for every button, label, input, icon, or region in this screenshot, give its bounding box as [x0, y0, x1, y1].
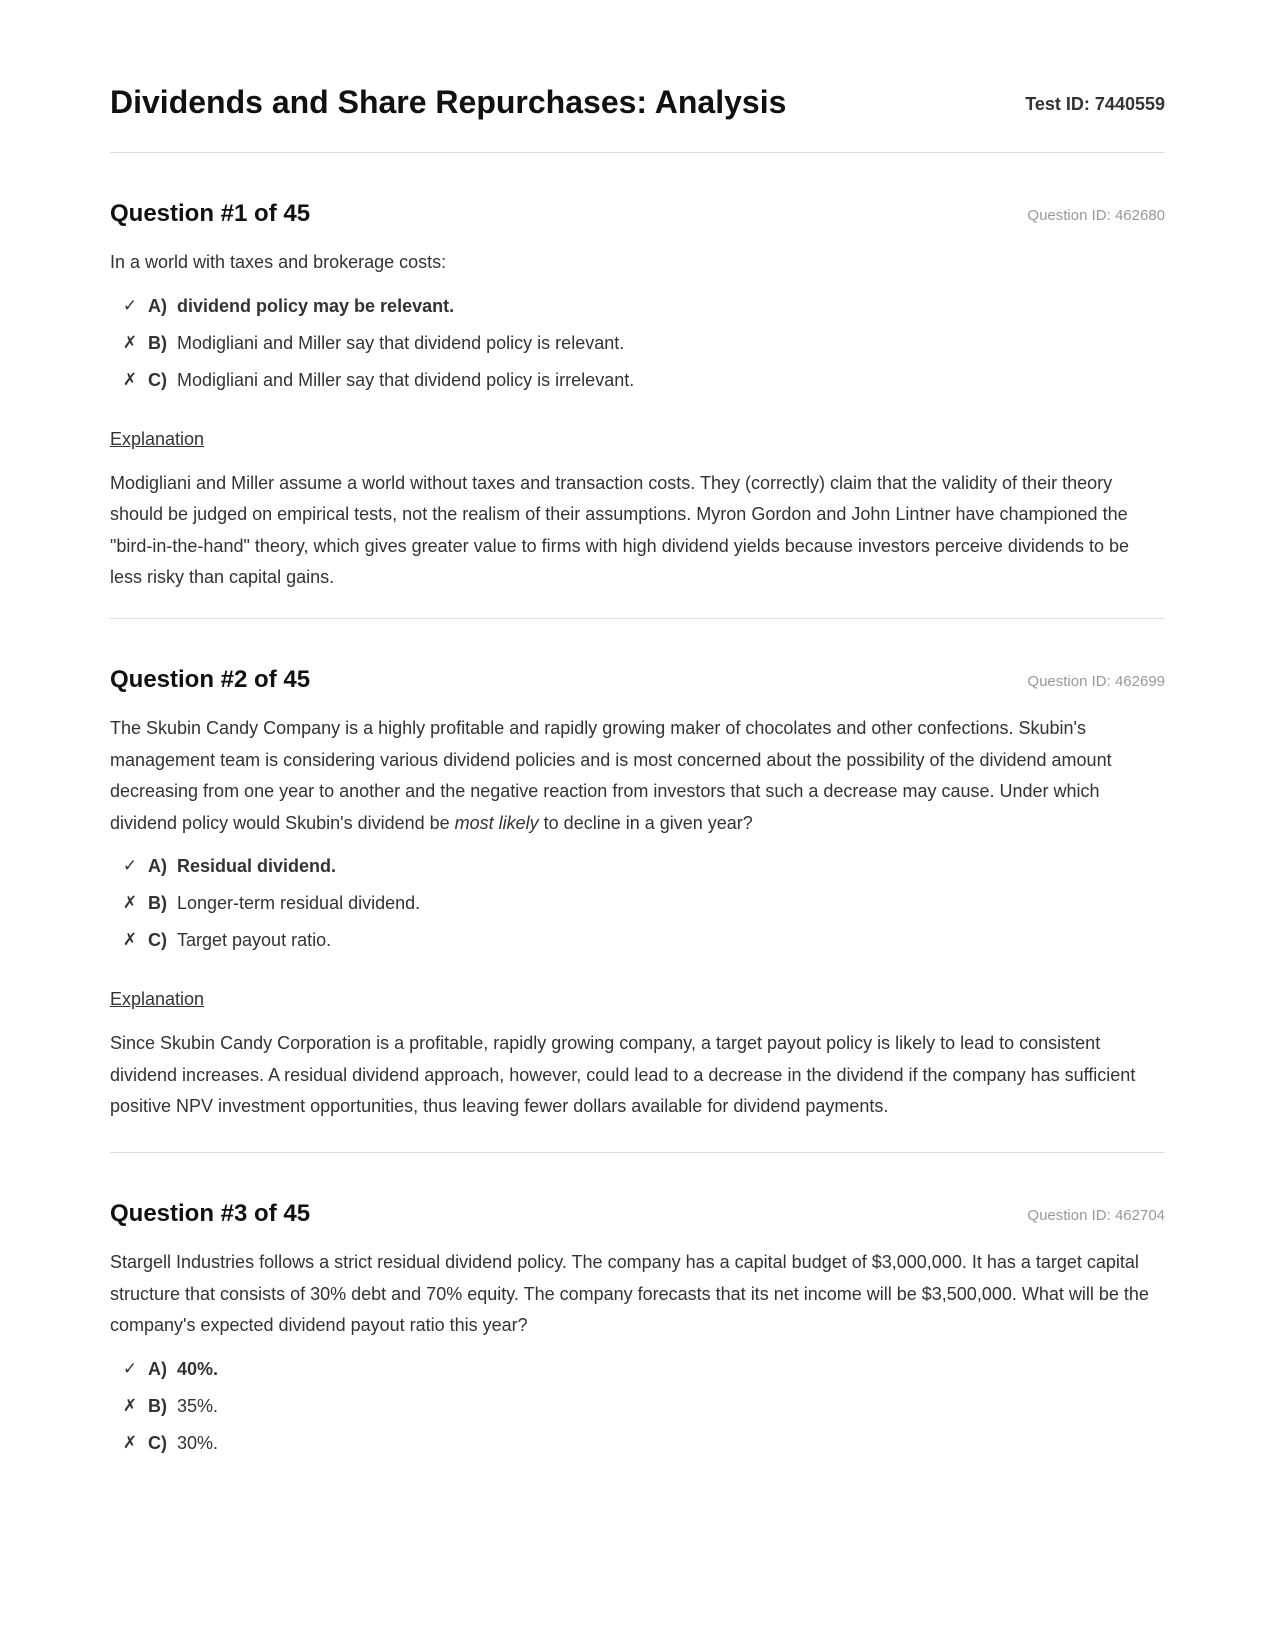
- check-icon: ✓: [122, 1358, 138, 1379]
- question-heading: Question #2 of 45: [110, 666, 311, 693]
- cross-icon: ✗: [122, 1395, 138, 1416]
- question-2: [110, 619, 1165, 1153]
- choice-text: Longer-term residual dividend.: [177, 893, 421, 913]
- question-1: [110, 153, 1165, 619]
- check-icon: ✓: [122, 295, 138, 316]
- question-id: Question ID: 462704: [1027, 1207, 1165, 1224]
- choice-letter: A): [148, 1358, 167, 1379]
- explanation-text: Modigliani and Miller assume a world without taxes and transaction costs. They (correctly) claim that the validity of their theory should be judged on empirical tests, not the realism of their assumptions. Myron Gordon and John Lintner have championed the "bird-in-the-hand" theory, which gives greater value to firms with high dividend yields because investors perceive dividends to be less risky than capital gains.: [110, 472, 1129, 587]
- question-3: [110, 1153, 1165, 1462]
- answer-choice-a: [110, 288, 1165, 325]
- question-stem: Stargell Industries follows a strict residual dividend policy. The company has a capital budget of $3,000,000. It has a target capital structure that consists of 30% debt and 70% equity. The company forecasts that its net income will be $3,500,000. What will be the company's expected dividend payout ratio this year?: [110, 1252, 1149, 1335]
- answer-choices: [110, 848, 1165, 959]
- document-title: Dividends and Share Repurchases: Analysis: [110, 84, 787, 120]
- answer-choice-c: [110, 1425, 1165, 1462]
- question-header: [110, 666, 1165, 706]
- question-stem: [110, 713, 1165, 839]
- choice-letter: C): [148, 930, 167, 950]
- choice-letter: A): [148, 295, 167, 316]
- choice-text: 40%.: [177, 1358, 219, 1379]
- question-heading: Question #1 of 45: [110, 200, 311, 227]
- explanation-label: Explanation: [110, 428, 205, 449]
- choice-text: dividend policy may be relevant.: [177, 295, 455, 316]
- answer-choice-b: [110, 1388, 1165, 1425]
- choice-letter: B): [148, 332, 167, 353]
- stem-text: to decline in a given year?: [538, 812, 753, 833]
- choice-letter: A): [148, 856, 167, 876]
- explanation-text: Since Skubin Candy Corporation is a profitable, rapidly growing company, a target payout policy is likely to lead to consistent dividend increases. A residual dividend approach, however, could lead to a decrease in the dividend if the company has sufficient positive NPV investment opportunities, thus leaving fewer dollars available for dividend payments.: [110, 1033, 1136, 1116]
- answer-choice-a: [110, 848, 1165, 885]
- answer-choice-b: [110, 885, 1165, 922]
- explanation-label: Explanation: [110, 989, 205, 1009]
- question-id: Question ID: 462680: [1027, 207, 1165, 224]
- cross-icon: ✗: [122, 332, 138, 353]
- question-stem: In a world with taxes and brokerage costs:: [110, 252, 447, 272]
- choice-letter: C): [148, 369, 167, 390]
- answer-choices: [110, 288, 1165, 399]
- question-header: [110, 200, 1165, 240]
- choice-letter: C): [148, 1432, 167, 1453]
- check-icon: ✓: [122, 856, 138, 876]
- choice-text: 30%.: [177, 1432, 219, 1453]
- answer-choice-c: [110, 362, 1165, 399]
- choice-text: Residual dividend.: [177, 856, 337, 876]
- choice-letter: B): [148, 893, 167, 913]
- stem-text: The Skubin Candy Company is a highly profitable and rapidly growing maker of chocolates and other confections. Skubin's management team is considering various dividend policies and is most concerned about the possibility of the dividend amount decreasing from one year to another and the negative reaction from investors that such a decrease may cause. Under which dividend policy would Skubin's dividend be: [110, 718, 1112, 833]
- document-header: [110, 0, 1165, 153]
- question-id: Question ID: 462699: [1027, 673, 1165, 690]
- choice-letter: B): [148, 1395, 167, 1416]
- answer-choice-c: [110, 922, 1165, 959]
- question-header: [110, 1200, 1165, 1240]
- cross-icon: ✗: [122, 930, 138, 950]
- cross-icon: ✗: [122, 1432, 138, 1453]
- choice-text: Modigliani and Miller say that dividend policy is irrelevant.: [177, 369, 635, 390]
- document-page: [110, 0, 1165, 1462]
- choice-text: Target payout ratio.: [177, 930, 332, 950]
- choice-text: 35%.: [177, 1395, 219, 1416]
- answer-choices: [110, 1351, 1165, 1462]
- answer-choice-a: [110, 1351, 1165, 1388]
- stem-emphasis: most likely: [454, 812, 539, 833]
- question-heading: Question #3 of 45: [110, 1200, 311, 1227]
- test-id: Test ID: 7440559: [1025, 94, 1165, 114]
- cross-icon: ✗: [122, 369, 138, 390]
- answer-choice-b: [110, 325, 1165, 362]
- choice-text: Modigliani and Miller say that dividend policy is relevant.: [177, 332, 625, 353]
- cross-icon: ✗: [122, 893, 138, 913]
